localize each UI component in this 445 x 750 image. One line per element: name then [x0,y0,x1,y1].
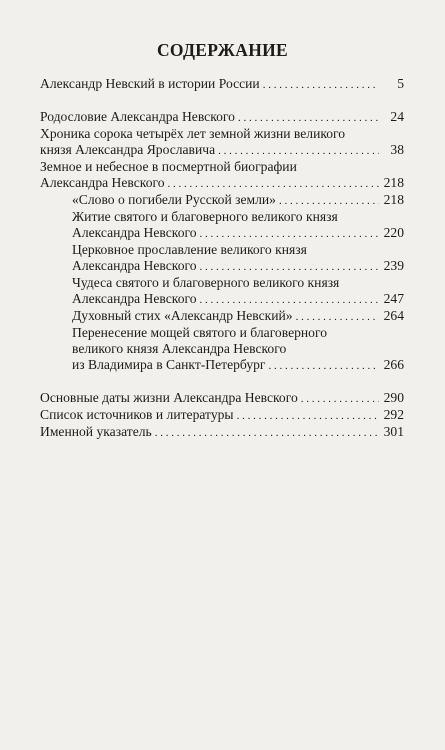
toc-entry-title: Список источников и литературы [40,407,234,422]
toc-entry-title: Александра Невского [72,258,197,273]
toc-page-number: 247 [383,291,404,306]
toc-subentry [40,258,404,275]
toc-page-number: 220 [383,225,404,240]
toc-entry [40,424,404,441]
toc-page-number: 290 [383,390,404,405]
toc-entry-title: Александра Невского [40,175,165,190]
toc-entry-title: Александр Невский в истории России [40,76,260,91]
toc-subentry [40,225,404,242]
toc-entry-title: Именной указатель [40,424,152,439]
toc-entry-title: из Владимира в Санкт-Петербург [72,357,266,372]
toc-entry [40,142,404,159]
page-title: СОДЕРЖАНИЕ [156,40,288,60]
toc-page-number: 239 [383,258,404,273]
toc-page-number: 301 [383,424,404,439]
toc-entry-title: Александра Невского [72,291,197,306]
toc-entry-title-line: Хроника сорока четырёх лет земной жизни великого [40,126,346,141]
toc-page-number: 218 [383,175,404,190]
toc-entry-title: Родословие Александра Невского [40,109,235,124]
toc-page-number: 24 [390,109,404,124]
toc-subentry [40,357,404,374]
toc-entry [40,109,404,126]
toc-subentry [40,308,404,325]
table-of-contents [40,76,404,441]
toc-subentry [40,192,404,209]
toc-entry [40,390,404,407]
toc-subentry [40,291,404,308]
toc-entry-title-line: Перенесение мощей святого и благоверного [72,325,328,340]
toc-entry-title-line: Церковное прославление великого князя [72,242,307,257]
toc-entry-title: «Слово о погибели Русской земли» [72,192,276,207]
toc-entry-title-line: Житие святого и благоверного великого князя [72,209,338,224]
toc-entry-title: Основные даты жизни Александра Невского [40,390,298,405]
toc-entry-title-line: Земное и небесное в посмертной биографии [40,159,297,174]
toc-page-number: 292 [383,407,404,422]
toc-entry-title: князя Александра Ярославича [40,142,216,157]
toc-entry [40,407,404,424]
toc-entry-title-line: Чудеса святого и благоверного великого князя [72,275,340,290]
toc-entry-title-line: великого князя Александра Невского [72,341,287,356]
toc-page-number: 266 [383,357,404,372]
toc-page-number: 264 [383,308,404,323]
toc-page-number: 5 [397,76,404,91]
toc-entry-title: Александра Невского [72,225,197,240]
toc-page-number: 38 [390,142,404,157]
toc-entry [40,175,404,192]
toc-page-number: 218 [383,192,404,207]
toc-entry-title: Духовный стих «Александр Невский» [72,308,293,323]
toc-entry [40,76,404,93]
